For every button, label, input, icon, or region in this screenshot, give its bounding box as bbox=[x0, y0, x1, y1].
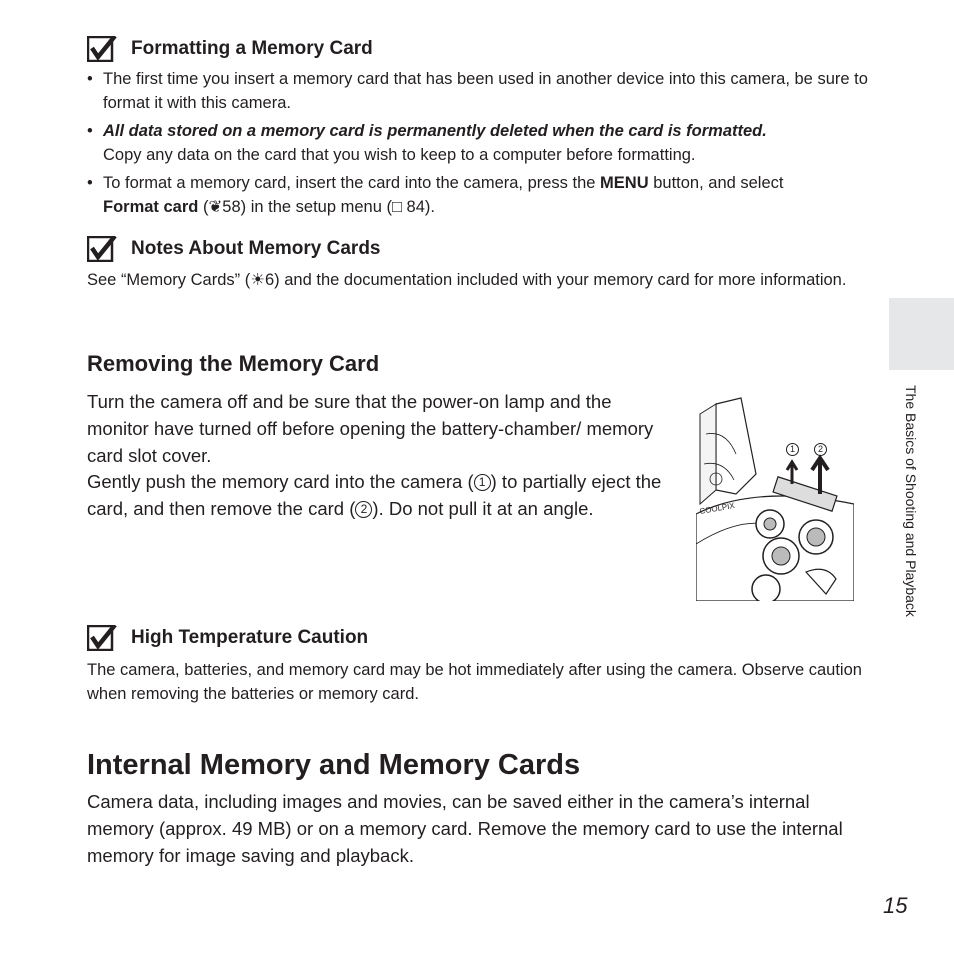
note-temperature-text: The camera, batteries, and memory card may be hot immediately after using the camera. Observe caution when removing the batteries or memory card. bbox=[87, 661, 862, 703]
check-note-icon bbox=[87, 36, 117, 62]
figure-label-2: 2 bbox=[814, 443, 827, 456]
section-para-2: Gently push the memory card into the camera ( 1 ) to partially eject the card, and then remove the card ( 2 ). Do not pull it at an angle. bbox=[87, 471, 662, 519]
step-2-marker: 2 bbox=[355, 501, 372, 518]
book-icon: □ bbox=[391, 198, 402, 216]
section-heading: Removing the Memory Card bbox=[87, 351, 380, 376]
list-item: • To format a memory card, insert the card into the camera, press the MENU button, and select Format card (❦58) in the setup menu (□ 84). bbox=[87, 174, 784, 216]
section-para-1: Turn the camera off and be sure that the power-on lamp and the monitor have turned off before opening the battery-chamber/ memory card slot cover. bbox=[87, 391, 654, 466]
menu-button-glyph: MENU bbox=[600, 174, 649, 192]
note-memory-cards-header bbox=[87, 236, 381, 262]
page-number: 15 bbox=[883, 893, 908, 918]
chapter-tab-label: The Basics of Shooting and Playback bbox=[903, 385, 919, 617]
note-temperature-title: High Temperature Caution bbox=[131, 627, 369, 648]
note-memory-cards-text: See “Memory Cards” (☀6) and the documentation included with your memory card for more information. bbox=[87, 271, 847, 289]
main-text: Camera data, including images and movies, can be saved either in the camera’s internal memory (approx. 49 MB) or on a memory card. Remove the memory card to use the internal memory for image saving and playback. bbox=[87, 791, 843, 866]
reference-section-icon: ❦ bbox=[208, 198, 223, 216]
note-temperature-header bbox=[87, 625, 368, 651]
note-formatting-list bbox=[87, 67, 877, 223]
page-heading: Internal Memory and Memory Cards bbox=[87, 749, 581, 781]
camera-brand-mark: COOLPIX bbox=[698, 500, 736, 516]
note-formatting-title: Formatting a Memory Card bbox=[131, 38, 373, 59]
format-card-label: Format card bbox=[103, 198, 199, 216]
camera-card-removal-illustration bbox=[696, 394, 854, 601]
note-formatting-header bbox=[87, 36, 373, 62]
figure-label-1: 1 bbox=[786, 443, 799, 456]
list-item: • All data stored on a memory card is permanently deleted when the card is formatted. Copy any data on the card that you wish to keep to a computer before formatting. bbox=[87, 122, 767, 164]
note-memory-cards-title: Notes About Memory Cards bbox=[131, 238, 381, 259]
step-1-marker: 1 bbox=[474, 474, 491, 491]
check-note-icon bbox=[87, 236, 117, 262]
list-item: • The first time you insert a memory card that has been used in another device into this camera, be sure to format it with this camera. bbox=[87, 70, 868, 112]
chapter-tab bbox=[889, 298, 954, 370]
tip-icon: ☀ bbox=[250, 271, 265, 289]
check-note-icon bbox=[87, 625, 117, 651]
